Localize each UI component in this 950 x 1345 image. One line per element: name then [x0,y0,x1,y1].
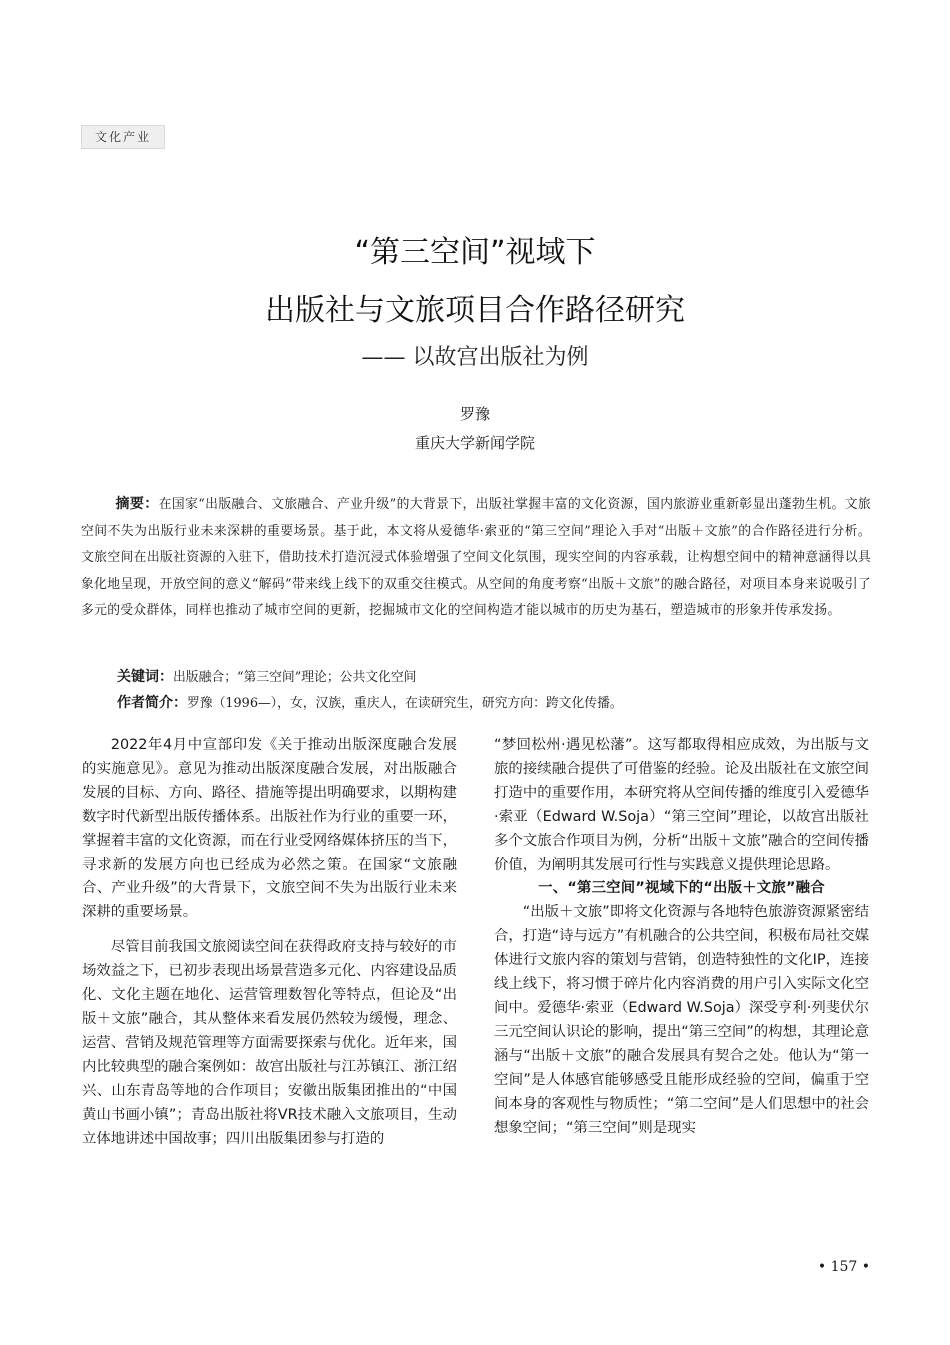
abstract-label: 摘要： [115,496,159,512]
author-bio-label: 作者简介： [117,695,187,711]
keywords [117,666,871,689]
body-column-right [494,734,869,1140]
author-name: 罗豫 [459,405,490,423]
paragraph: “梦回松州·遇见松藩”。这写都取得相应成效，为出版与文旅的接续融合提供了可借鉴的经验。论及出版社在文旅空间打造中的重要作用，本研究将从空间传播的维度引入爱德华·索亚（Edward W.Soja）“第三空间”理论，以故宫出版社多个文旅合作项目为例，分析“出版＋文旅”融合的空间传播价值，为阐明其发展可行性与实践意义提供理论思路。 [494,737,869,873]
article-subtitle: —— 以故宫出版社为例 [361,345,589,370]
article-title-line-1: “第三空间”视域下 [354,235,596,270]
abstract-text: 在国家“出版融合、文旅融合、产业升级”的大背景下，出版社掌握丰富的文化资源，国内旅游业重新彰显出蓬勃生机。文旅空间不失为出版行业未来深耕的重要场景。基于此，本文将从爱德华·索亚的“第三空间”理论入手对“出版＋文旅”的合作路径进行分析。文旅空间在出版社资源的入驻下，借助技术打造沉浸式体验增强了空间文化氛围，现实空间的内容承载，让构想空间中的精神意涵得以具象化地呈现，开放空间的意义“解码”带来线上线下的双重交往模式。从空间的角度考察“出版＋文旅”的融合路径，对项目本身来说吸引了多元的受众群体，同样也推动了城市空间的更新，挖掘城市文化的空间构造才能以城市的历史为基石，塑造城市的形象并传承发扬。 [81,497,871,618]
keywords-label: 关键词： [117,669,173,685]
page-number: • 157 • [817,1259,870,1275]
section-heading: 一、“第三空间”视域下的“出版＋文旅”融合 [538,880,825,897]
author-bio-text: 罗豫（1996—），女，汉族，重庆人，在读研究生，研究方向：跨文化传播。 [187,696,623,711]
abstract [81,491,871,625]
paragraph: 尽管目前我国文旅阅读空间在获得政府支持与较好的市场效益之下，已初步表现出场景营造多元化、内容建设品质化、文化主题在地化、运营管理数智化等特点，但论及“出版＋文旅”融合，其从整体来看发展仍然较为缓慢，理念、运营、营销及规范管理等方面需要探索与优化。近年来，国内比较典型的融合案例如：故宫出版社与江苏镇江、浙江绍兴、山东青岛等地的合作项目；安徽出版集团推出的“中国黄山书画小镇”；青岛出版社将VR技术融入文旅项目，生动立体地讲述中国故事；四川出版集团参与打造的 [82,939,457,1147]
author-bio [117,692,871,715]
body-column-left [82,734,457,1151]
paragraph: “出版＋文旅”即将文化资源与各地特色旅游资源紧密结合，打造“诗与远方”有机融合的公共空间，积极布局社交媒体进行文旅内容的策划与营销，创造特独性的文化IP，连接线上线下，将习惯于碎片化内容消费的用户引入实际文化空间中。爱德华·索亚（Edward W.Soja）深受亨利·列斐伏尔三元空间认识论的影响，提出“第三空间”的构想，其理论意涵与“出版＋文旅”的融合发展具有契合之处。他认为“第一空间”是人体感官能够感受且能形成经验的空间，偏重于空间本身的客观性与物质性；“第二空间”是人们思想中的社会想象空间；“第三空间”则是现实 [494,904,869,1136]
paragraph: 2022年4月中宣部印发《关于推动出版深度融合发展的实施意见》。意见为推动出版深度融合发展，对出版融合发展的目标、方向、路径、措施等提出明确要求，以期构建数字时代新型出版传播体系。出版社作为行业的重要一环，掌握着丰富的文化资源，而在行业受网络媒体挤压的当下，寻求新的发展方向也已经成为必然之策。在国家“文旅融合、产业升级”的大背景下，文旅空间不失为出版行业未来深耕的重要场景。 [82,737,457,921]
author-affiliation: 重庆大学新闻学院 [414,434,535,452]
section-tag: 文化产业 [81,125,165,149]
keywords-text: 出版融合；“第三空间”理论；公共文化空间 [173,670,417,685]
article-title-line-2: 出版社与文旅项目合作路径研究 [265,293,685,328]
